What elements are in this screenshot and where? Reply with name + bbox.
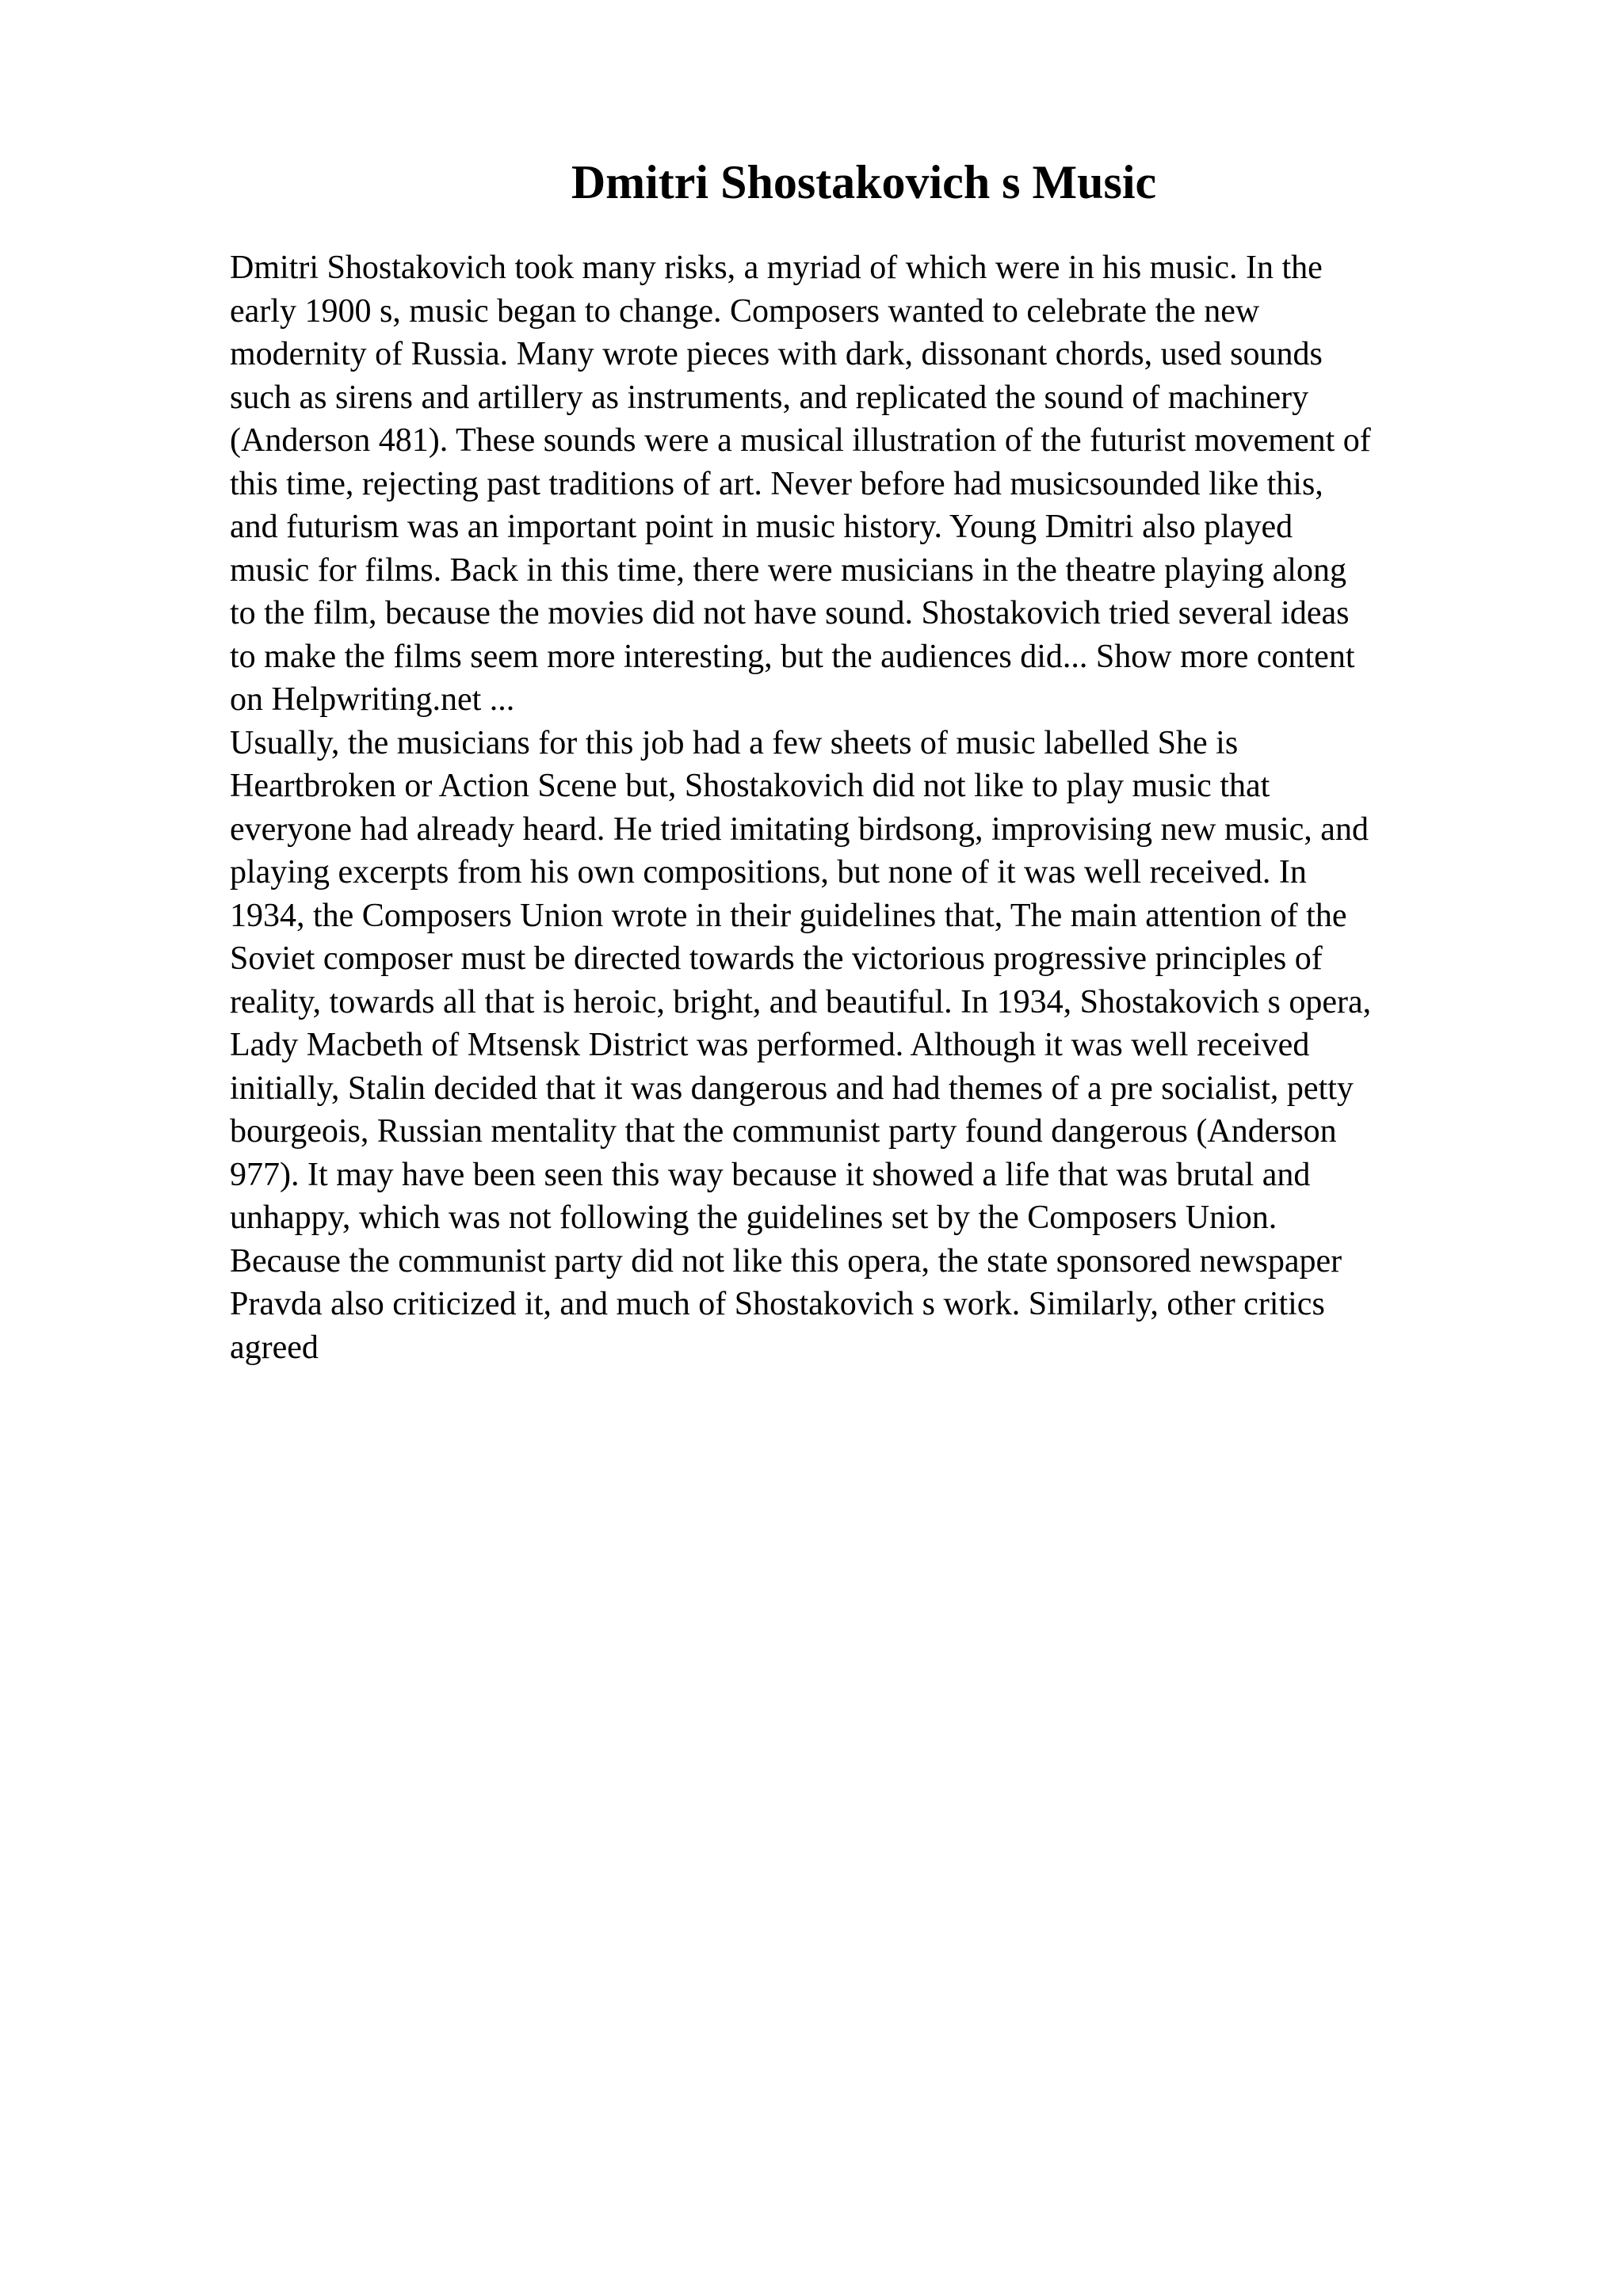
body-line: agreed [230, 1329, 319, 1366]
body-line: and futurism was an important point in music history. Young Dmitri also played [230, 509, 1293, 545]
body-line: 1934, the Composers Union wrote in their guidelines that, The main attention of the [230, 897, 1347, 934]
body-line: music for films. Back in this time, there were musicians in the theatre playing along [230, 551, 1346, 589]
body-line: reality, towards all that is heroic, bright, and beautiful. In 1934, Shostakovich s opera, [230, 983, 1372, 1020]
body-line: on Helpwriting.net ... [230, 681, 515, 718]
body-line: Soviet composer must be directed towards the victorious progressive principles of [230, 940, 1323, 977]
body-line: playing excerpts from his own compositions, but none of it was well received. In [230, 854, 1307, 891]
body-line: Usually, the musicians for this job had a few sheets of music labelled She is [230, 724, 1239, 761]
body-line: such as sirens and artillery as instruments, and replicated the sound of machinery [230, 379, 1309, 416]
body-line: Heartbroken or Action Scene but, Shostakovich did not like to play music that [230, 768, 1270, 804]
body-line: this time, rejecting past traditions of art. Never before had musicsounded like this, [230, 465, 1323, 502]
body-line: modernity of Russia. Many wrote pieces with dark, dissonant chords, used sounds [230, 336, 1323, 372]
document-title: Dmitri Shostakovich s Music [571, 156, 1157, 208]
body-line: Dmitri Shostakovich took many risks, a myriad of which were in his music. In the [230, 250, 1323, 286]
body-line: Because the communist party did not like this opera, the state sponsored newspaper [230, 1242, 1342, 1280]
body-line: to make the films seem more interesting, but the audiences did... Show more content [230, 638, 1355, 675]
body-line: unhappy, which was not following the guidelines set by the Composers Union. [230, 1199, 1277, 1236]
body-line: Lady Macbeth of Mtsensk District was performed. Although it was well received [230, 1027, 1310, 1063]
body-line: everyone had already heard. He tried imitating birdsong, improvising new music, and [230, 810, 1369, 848]
body-line: (Anderson 481). These sounds were a musical illustration of the futurist movement of [230, 422, 1371, 459]
body-line: Pravda also criticized it, and much of Shostakovich s work. Similarly, other critics [230, 1286, 1325, 1322]
body-line: to the film, because the movies did not have sound. Shostakovich tried several ideas [230, 595, 1350, 631]
body-line: 977). It may have been seen this way because it showed a life that was brutal and [230, 1156, 1311, 1193]
body-line: early 1900 s, music began to change. Composers wanted to celebrate the new [230, 292, 1260, 330]
body-line: initially, Stalin decided that it was dangerous and had themes of a pre socialist, petty [230, 1070, 1354, 1107]
body-line: bourgeois, Russian mentality that the communist party found dangerous (Anderson [230, 1113, 1337, 1150]
document-body [230, 246, 1498, 1369]
